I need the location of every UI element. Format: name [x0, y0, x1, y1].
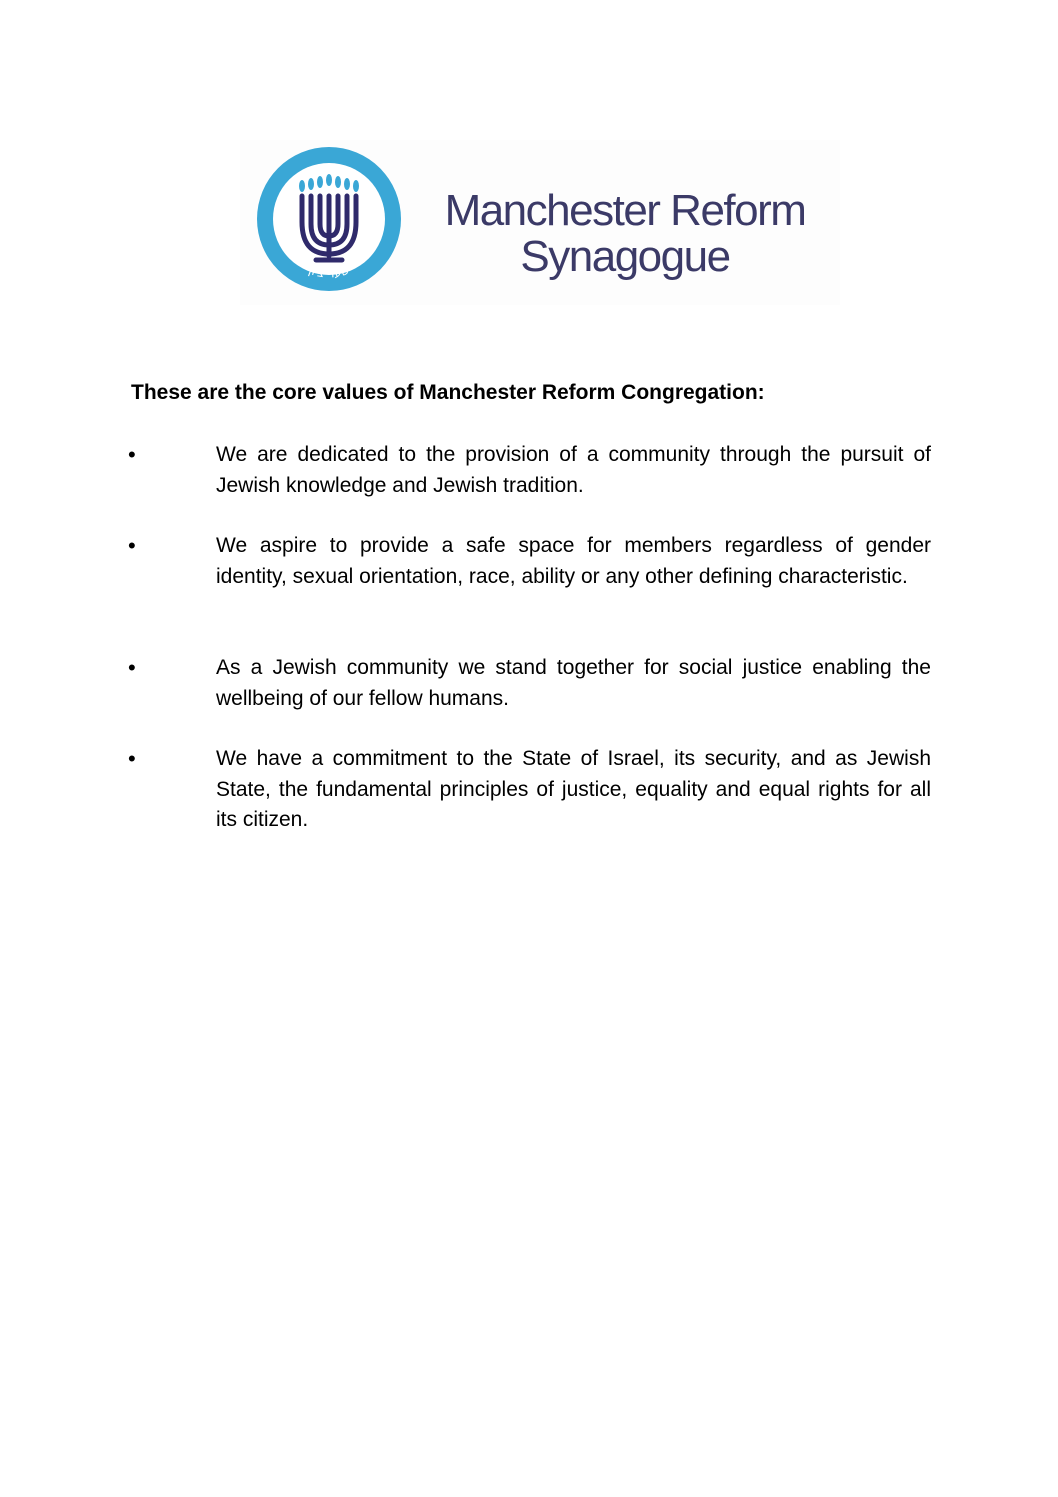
intro-heading: These are the core values of Manchester Reform Congregation: — [131, 381, 765, 404]
synagogue-logo — [240, 140, 840, 305]
bullet-icon: • — [128, 533, 136, 558]
bullet-icon: • — [128, 442, 136, 467]
value-text: We have a commitment to the State of Israel, its security, and as Jewish State, the fundamental principles of justice, equality and equal rights for all its citizen. — [216, 747, 931, 831]
svg-text:שער ציון: שער ציון — [306, 262, 352, 281]
bullet-icon: • — [128, 655, 136, 680]
value-text: We are dedicated to the provision of a community through the pursuit of Jewish knowledge and Jewish tradition. — [216, 443, 931, 497]
value-text: We aspire to provide a safe space for members regardless of gender identity, sexual orientation, race, ability or any other defining characteristic. — [216, 534, 931, 588]
bullet-icon: • — [128, 746, 136, 771]
logo-name-line2: Synagogue — [520, 232, 730, 281]
logo-name-line1: Manchester Reform — [444, 186, 806, 235]
menorah-emblem-icon — [254, 144, 404, 294]
value-text: As a Jewish community we stand together for social justice enabling the wellbeing of our fellow humans. — [216, 656, 931, 710]
logo-wordmark — [420, 188, 830, 280]
